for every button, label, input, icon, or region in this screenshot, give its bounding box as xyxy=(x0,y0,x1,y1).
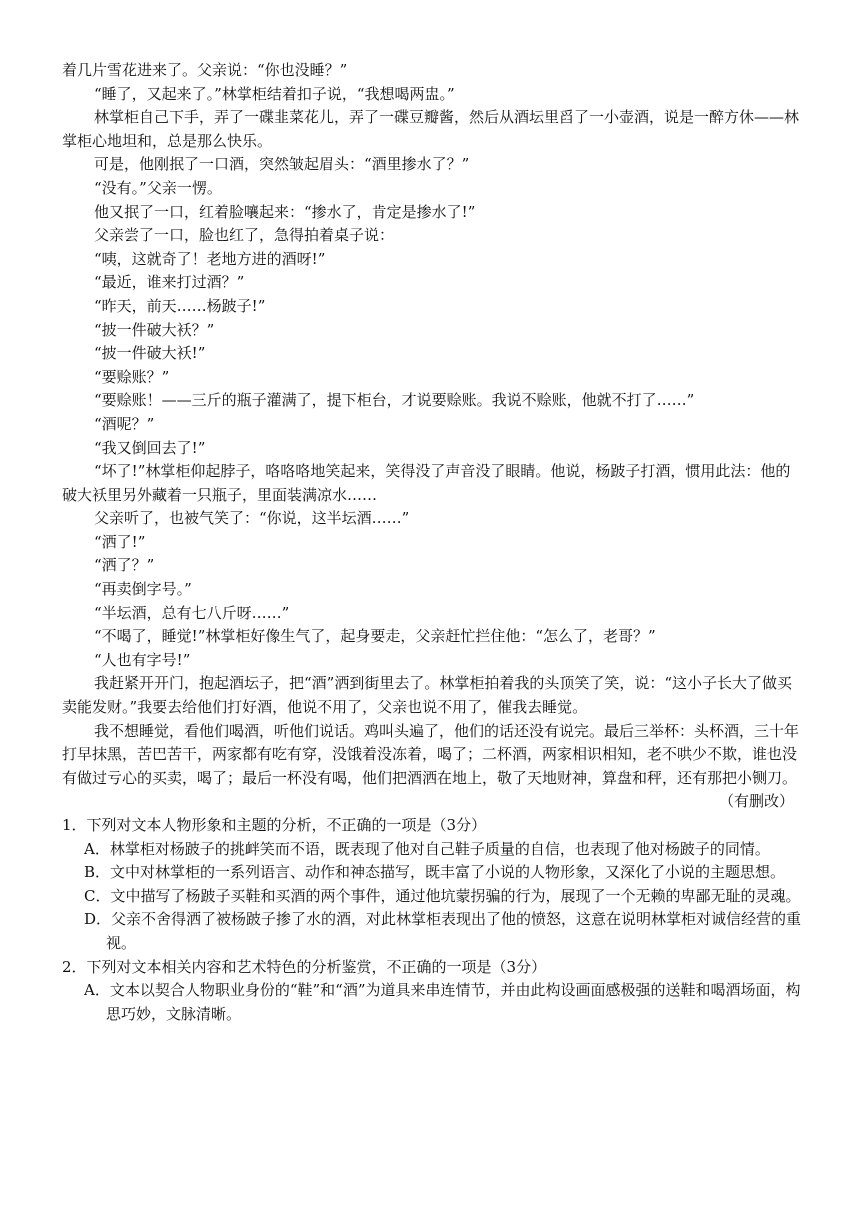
question-2 xyxy=(62,956,802,1027)
story-paragraph: “最近，谁来打过酒？” xyxy=(94,273,245,292)
question-option: C．文中描写了杨跛子买鞋和买酒的两个事件，通过他坑蒙拐骗的行为，展现了一个无赖的卑鄙无耻的灵魂。 xyxy=(84,886,801,905)
question-option: D．父亲不舍得洒了被杨跛子掺了水的酒，对此林掌柜表现出了他的愤怒，这意在说明林掌柜对诚信经营的重视。 xyxy=(84,910,802,952)
story-paragraph: 林掌柜自己下手，弄了一碟韭菜花儿，弄了一碟豆瓣酱，然后从酒坛里舀了一小壶酒，说是一醉方休——林掌柜心地坦和，总是那么快乐。 xyxy=(62,108,800,150)
question-option: A．林掌柜对杨跛子的挑衅笑而不语，既表现了他对自己鞋子质量的自信，也表现了他对杨跛子的同情。 xyxy=(84,839,770,858)
question-option: B．文中对林掌柜的一系列语言、动作和神态描写，既丰富了小说的人物形象，又深化了小说的主题思想。 xyxy=(84,863,786,882)
story-paragraph: “我又倒回去了!” xyxy=(94,438,206,457)
story-paragraph: “人也有字号!” xyxy=(94,650,191,669)
question-list xyxy=(62,814,802,1026)
story-paragraph: “要赊账！——三斤的瓶子灌满了，提下柜台，才说要赊账。我说不赊账，他就不打了……” xyxy=(94,391,695,410)
story-paragraph: 父亲听了，也被气笑了：“你说，这半坛酒……” xyxy=(94,509,410,528)
story-paragraph: 父亲尝了一口，脸也红了，急得拍着桌子说： xyxy=(94,226,395,245)
story-paragraph: “酒呢？” xyxy=(94,414,155,433)
story-paragraph: “披一件破大袄？” xyxy=(94,320,215,339)
story-paragraph: “洒了!” xyxy=(94,532,146,551)
story-paragraph: 我不想睡觉，看他们喝酒，听他们说话。鸡叫头遍了，他们的话还没有说完。最后三举杯：头杯酒，三十年打早抹黑，苦巴苦干，两家都有吃有穿，没饿着没冻着，喝了；二杯酒，两家相识相知，老不哄少不欺，谁也没有做过亏心的买卖，喝了；最后一杯没有喝，他们把酒洒在地上，敬了天地财神，算盘和秤，还有那把小铡刀。 xyxy=(62,721,800,787)
question-1 xyxy=(62,814,802,956)
document-page xyxy=(62,59,802,1026)
story-paragraph: 他又抿了一口，红着脸嚷起来：“掺水了，肯定是掺水了!” xyxy=(94,202,476,221)
question-stem: 2．下列对文本相关内容和艺术特色的分析鉴赏，不正确的一项是（3分） xyxy=(62,957,547,976)
story-paragraph: “洒了？” xyxy=(94,556,155,575)
story-paragraph: “不喝了，睡觉!”林掌柜好像生气了，起身要走，父亲赶忙拦住他：“怎么了，老哥？” xyxy=(94,627,656,646)
question-option: A．文本以契合人物职业身份的“鞋”和“酒”为道具来串连情节，并由此构设画面感极强的送鞋和喝酒场面，构思巧妙，文脉清晰。 xyxy=(84,981,801,1023)
story-paragraph: “睡了，又起来了。”林掌柜结着扣子说，“我想喝两盅。” xyxy=(94,84,455,103)
source-note: （有删改） xyxy=(718,792,794,811)
story-paragraph: “坏了!”林掌柜仰起脖子，咯咯咯地笑起来，笑得没了声音没了眼睛。他说，杨跛子打酒，惯用此法：他的破大袄里另外藏着一只瓶子，里面装满凉水…… xyxy=(62,462,791,504)
story-text xyxy=(62,59,802,790)
story-paragraph: 着几片雪花进来了。父亲说：“你也没睡？” xyxy=(62,61,348,79)
question-stem: 1．下列对文本人物形象和主题的分析，不正确的一项是（3分） xyxy=(62,816,487,834)
story-paragraph: “没有。”父亲一愣。 xyxy=(94,178,222,197)
story-paragraph: 可是，他刚抿了一口酒，突然皱起眉头：“酒里掺水了？” xyxy=(94,155,470,174)
story-paragraph: “再卖倒字号。” xyxy=(94,580,192,599)
story-paragraph: “咦，这就奇了！老地方进的酒呀!” xyxy=(94,249,326,268)
story-paragraph: “半坛酒，总有七八斤呀……” xyxy=(94,603,290,622)
story-paragraph: 我赶紧开开门，抱起酒坛子，把“酒”洒到街里去了。林掌柜拍着我的头顶笑了笑，说：“这小子长大了做买卖能发财。”我要去给他们打好酒，他说不用了，父亲也说不用了，催我去睡觉。 xyxy=(62,674,793,717)
story-paragraph: “昨天，前天……杨跛子!” xyxy=(94,296,266,315)
story-paragraph: “要赊账？” xyxy=(94,367,170,386)
story-paragraph: “披一件破大袄!” xyxy=(94,344,206,363)
